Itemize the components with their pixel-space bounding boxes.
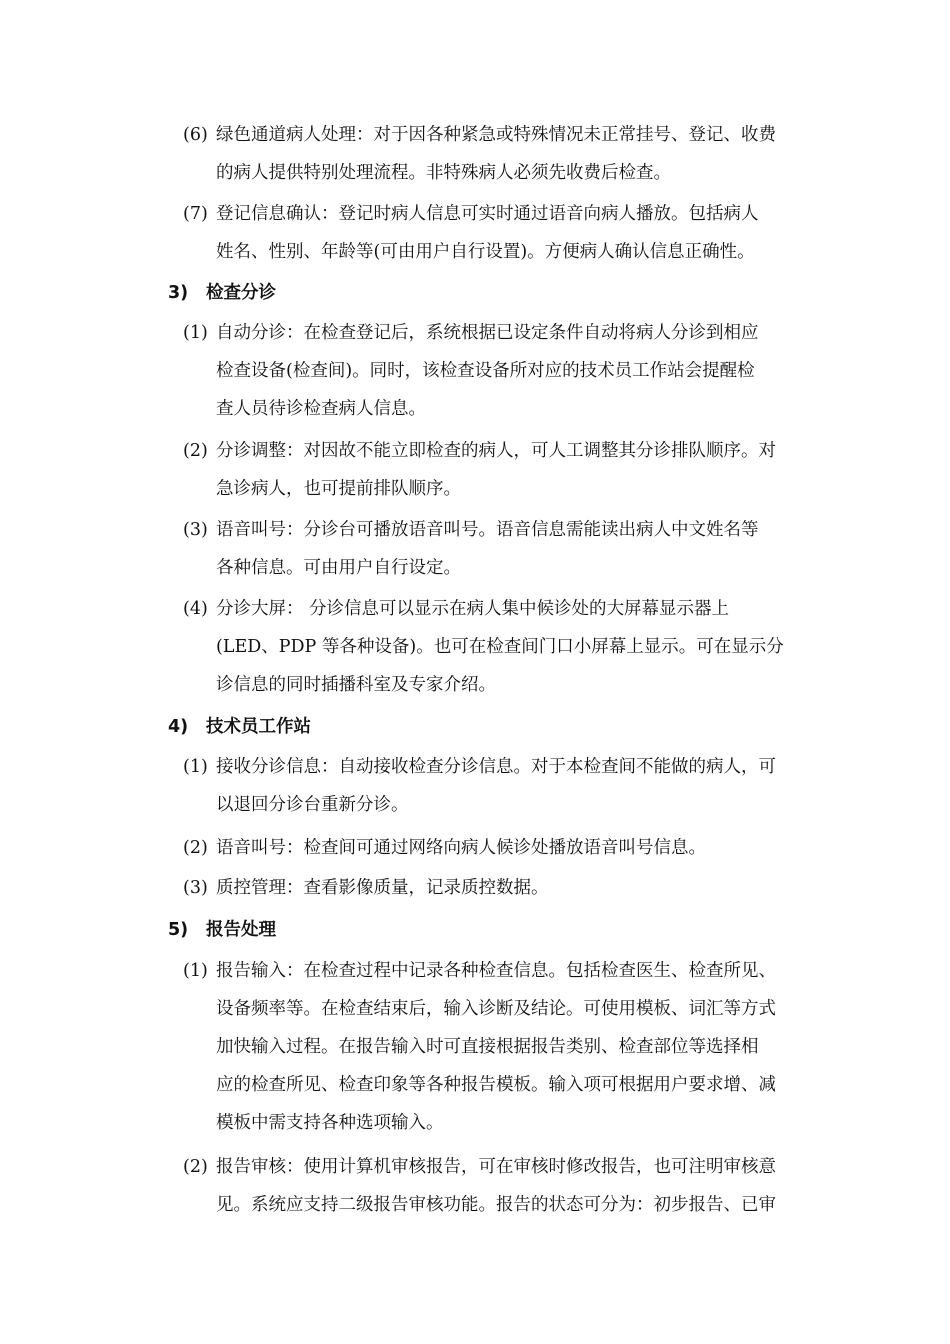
item-text: 质控管理：查看影像质量，记录质控数据。 (216, 878, 549, 898)
item-number: (2) (183, 1157, 208, 1177)
item-text: 姓名、性别、年龄等(可由用户自行设置)。方便病人确认信息正确性。 (216, 242, 755, 262)
list-item (183, 314, 813, 428)
item-line (183, 432, 813, 470)
item-line (183, 748, 813, 786)
list-item (183, 432, 813, 508)
section-heading-3 (168, 274, 276, 312)
list-item (183, 590, 813, 704)
item-number: (2) (183, 441, 208, 461)
item-line (183, 511, 813, 549)
section-title: 技术员工作站 (206, 717, 311, 737)
item-text: (LED、PDP 等各种设备)。也可在检查间门口小屏幕上显示。可在显示分 (216, 637, 784, 657)
list-item (183, 869, 813, 907)
item-text: 登记信息确认：登记时病人信息可实时通过语音向病人播放。包括病人 (216, 204, 759, 224)
section-number: 5) (168, 920, 189, 940)
item-number: (6) (183, 125, 208, 145)
item-text: 以退回分诊台重新分诊。 (216, 795, 409, 815)
section-heading-4 (168, 708, 311, 746)
item-line (183, 590, 813, 628)
list-item (183, 748, 813, 824)
list-item (183, 1148, 813, 1224)
item-text: 语音叫号：检查间可通过网络向病人候诊处播放语音叫号信息。 (216, 838, 706, 858)
list-item-6 (183, 116, 813, 192)
item-number: (2) (183, 838, 208, 858)
item-text: 自动分诊：在检查登记后，系统根据已设定条件自动将病人分诊到相应 (216, 323, 759, 343)
section-number: 3) (168, 283, 189, 303)
item-text: 见。系统应支持二级报告审核功能。报告的状态可分为：初步报告、已审 (216, 1195, 776, 1215)
item-number: (1) (183, 323, 208, 343)
item-text: 各种信息。可由用户自行设定。 (216, 558, 461, 578)
item-number: (4) (183, 599, 208, 619)
item-text: 报告输入：在检查过程中记录各种检查信息。包括检查医生、检查所见、 (216, 961, 776, 981)
section-number: 4) (168, 717, 189, 737)
item-line (183, 116, 813, 154)
item-number: (3) (183, 520, 208, 540)
item-text: 模板中需支持各种选项输入。 (216, 1113, 444, 1133)
item-text: 的病人提供特别处理流程。非特殊病人必须先收费后检查。 (216, 163, 671, 183)
item-text: 分诊调整：对因故不能立即检查的病人，可人工调整其分诊排队顺序。对 (216, 441, 776, 461)
item-line (183, 1148, 813, 1186)
list-item (183, 829, 813, 867)
item-text: 语音叫号：分诊台可播放语音叫号。语音信息需能读出病人中文姓名等 (216, 520, 759, 540)
item-text: 检查设备(检查间)。同时，该检查设备所对应的技术员工作站会提醒检 (216, 361, 755, 381)
item-text: 接收分诊信息：自动接收检查分诊信息。对于本检查间不能做的病人，可 (216, 757, 776, 777)
section-title: 检查分诊 (206, 283, 276, 303)
item-text: 分诊大屏： 分诊信息可以显示在病人集中候诊处的大屏幕显示器上 (216, 599, 730, 619)
item-number: (1) (183, 961, 208, 981)
item-number: (7) (183, 204, 208, 224)
item-line (183, 952, 813, 990)
item-text: 应的检查所见、检查印象等各种报告模板。输入项可根据用户要求增、减 (216, 1075, 776, 1095)
list-item (183, 511, 813, 587)
item-text: 报告审核：使用计算机审核报告，可在审核时修改报告，也可注明审核意 (216, 1157, 776, 1177)
item-line (183, 195, 813, 233)
item-text: 诊信息的同时插播科室及专家介绍。 (216, 675, 496, 695)
item-line (183, 314, 813, 352)
item-text: 设备频率等。在检查结束后，输入诊断及结论。可使用模板、词汇等方式 (216, 999, 776, 1019)
item-text: 加快输入过程。在报告输入时可直接根据报告类别、检查部位等选择相 (216, 1037, 759, 1057)
list-item-7 (183, 195, 813, 271)
item-number: (1) (183, 757, 208, 777)
item-text: 急诊病人，也可提前排队顺序。 (216, 479, 461, 499)
item-number: (3) (183, 878, 208, 898)
item-text: 绿色通道病人处理：对于因各种紧急或特殊情况未正常挂号、登记、收费 (216, 125, 776, 145)
list-item (183, 952, 813, 1142)
section-heading-5 (168, 911, 276, 949)
section-title: 报告处理 (206, 920, 276, 940)
item-text: 查人员待诊检查病人信息。 (216, 399, 426, 419)
item-line (183, 829, 813, 867)
item-line (183, 869, 813, 907)
